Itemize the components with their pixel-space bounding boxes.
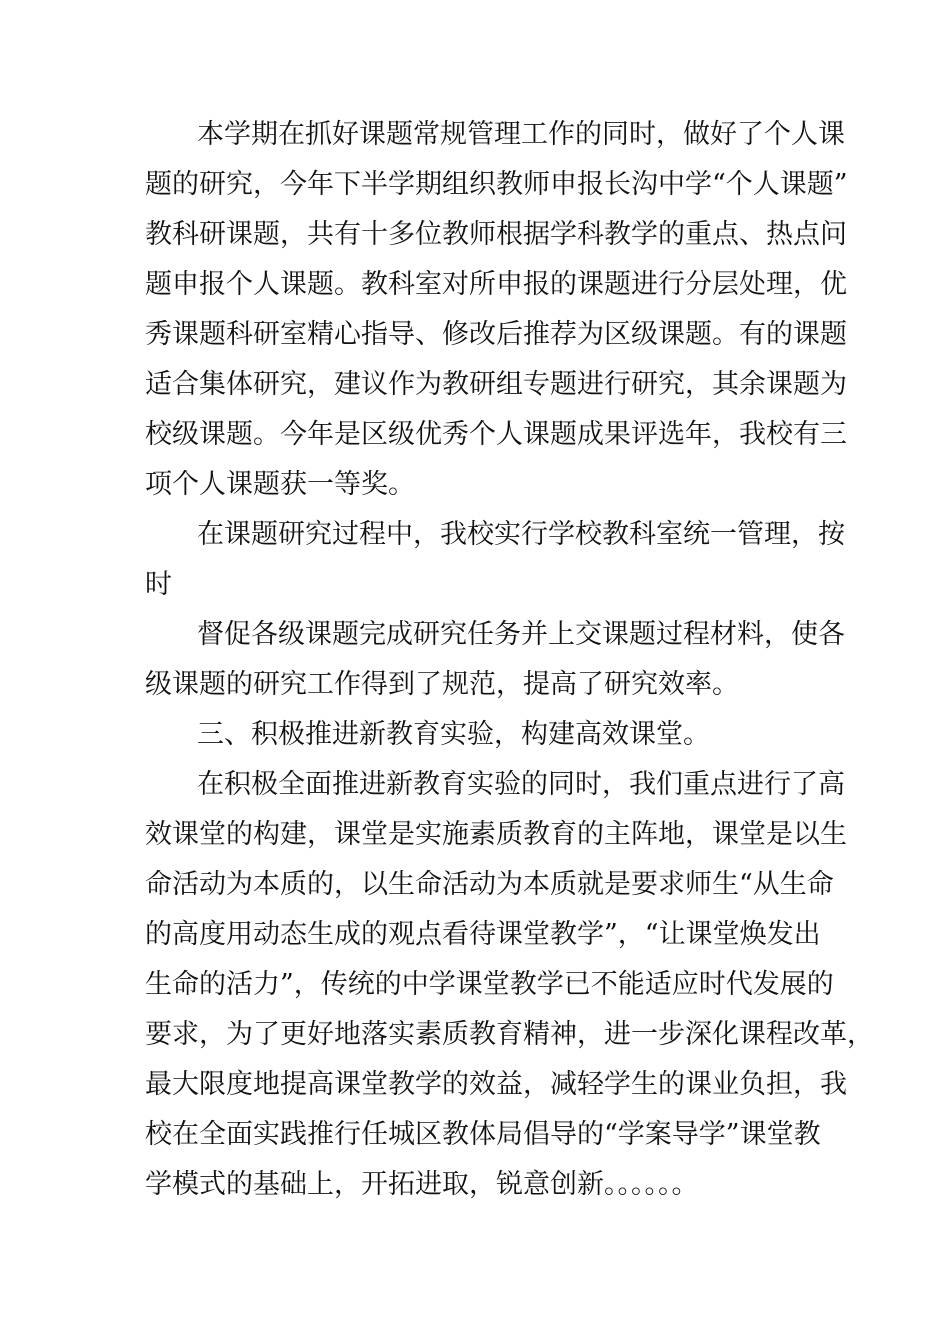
- section-heading: 三、积极推进新教育实验，构建高效课堂。: [197, 719, 710, 750]
- text-line: 的高度用动态生成的观点看待课堂教学”，“让课堂焕发出: [145, 919, 821, 950]
- text-line: 生命的活力”，传统的中学课堂教学已不能适应时代发展的: [145, 969, 834, 1000]
- text-line: 题的研究，今年下半学期组织教师申报长沟中学“个人课题”: [145, 169, 848, 200]
- text-line: 命活动为本质的，以生命活动为本质就是要求师生“从生命: [145, 869, 834, 900]
- text-line: 效课堂的构建，课堂是实施素质教育的主阵地，课堂是以生: [145, 819, 847, 850]
- text-line: 教科研课题，共有十多位教师根据学科教学的重点、热点问: [145, 219, 847, 250]
- text-line: 要求，为了更好地落实素质教育精神，进一步深化课程改革，: [145, 1019, 874, 1050]
- text-line: 适合集体研究，建议作为教研组专题进行研究，其余课题为: [145, 369, 847, 400]
- text-line: 级课题的研究工作得到了规范，提高了研究效率。: [145, 669, 739, 700]
- text-line: 时: [145, 569, 172, 600]
- text-line: 本学期在抓好课题常规管理工作的同时，做好了个人课: [197, 119, 845, 150]
- text-line: 在课题研究过程中，我校实行学校教科室统一管理，按: [197, 519, 845, 550]
- text-line: 校级课题。今年是区级优秀个人课题成果评选年，我校有三: [145, 419, 847, 450]
- text-line: 最大限度地提高课堂教学的效益，减轻学生的课业负担，我: [145, 1069, 847, 1100]
- text-line: 学模式的基础上，开拓进取，锐意创新。。。。。。: [145, 1169, 699, 1200]
- text-line: 项个人课题获一等奖。: [145, 469, 415, 500]
- text-line: 秀课题科研室精心指导、修改后推荐为区级课题。有的课题: [145, 319, 847, 350]
- text-line: 校在全面实践推行任城区教体局倡导的“学案导学”课堂教: [145, 1119, 821, 1150]
- text-line: 题申报个人课题。教科室对所申报的课题进行分层处理，优: [145, 269, 847, 300]
- text-line: 在积极全面推进新教育实验的同时，我们重点进行了高: [197, 769, 845, 800]
- text-line: 督促各级课题完成研究任务并上交课题过程材料，使各: [197, 619, 845, 650]
